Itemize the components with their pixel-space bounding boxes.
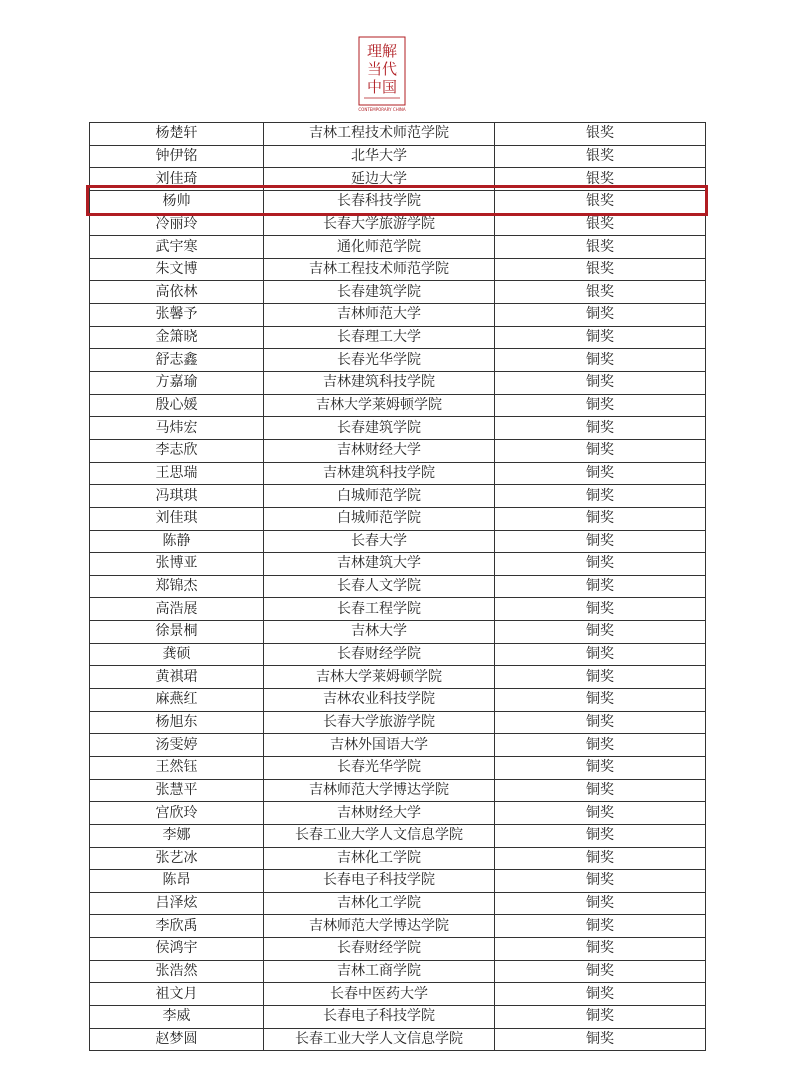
table-row — [90, 439, 706, 462]
table-row — [90, 168, 706, 191]
award-cell: 铜奖 — [495, 915, 706, 938]
award-cell: 铜奖 — [495, 734, 706, 757]
award-cell: 铜奖 — [495, 304, 706, 327]
name-cell: 杨旭东 — [90, 711, 264, 734]
table-row — [90, 756, 706, 779]
awards-table-body — [90, 123, 706, 1051]
name-cell: 张馨予 — [90, 304, 264, 327]
name-cell: 黄祺珺 — [90, 666, 264, 689]
name-cell: 冯琪琪 — [90, 485, 264, 508]
award-cell: 铜奖 — [495, 439, 706, 462]
school-cell: 长春建筑学院 — [264, 417, 495, 440]
name-cell: 张浩然 — [90, 960, 264, 983]
table-row — [90, 326, 706, 349]
award-cell: 铜奖 — [495, 507, 706, 530]
school-cell: 吉林大学 — [264, 621, 495, 644]
table-row — [90, 1028, 706, 1051]
award-cell: 银奖 — [495, 258, 706, 281]
table-row — [90, 847, 706, 870]
table-row — [90, 485, 706, 508]
school-cell: 白城师范学院 — [264, 485, 495, 508]
award-cell: 铜奖 — [495, 598, 706, 621]
award-cell: 银奖 — [495, 213, 706, 236]
table-row — [90, 621, 706, 644]
table-row — [90, 190, 706, 213]
school-cell: 吉林建筑科技学院 — [264, 462, 495, 485]
award-cell: 铜奖 — [495, 960, 706, 983]
award-cell: 铜奖 — [495, 983, 706, 1006]
award-cell: 铜奖 — [495, 892, 706, 915]
name-cell: 方嘉瑜 — [90, 372, 264, 395]
award-cell: 铜奖 — [495, 485, 706, 508]
name-cell: 杨帅 — [90, 190, 264, 213]
table-row — [90, 145, 706, 168]
name-cell: 徐景桐 — [90, 621, 264, 644]
name-cell: 朱文博 — [90, 258, 264, 281]
school-cell: 吉林财经大学 — [264, 802, 495, 825]
table-row — [90, 802, 706, 825]
name-cell: 侯鸿宇 — [90, 938, 264, 961]
table-row — [90, 689, 706, 712]
name-cell: 汤雯婷 — [90, 734, 264, 757]
award-cell: 铜奖 — [495, 326, 706, 349]
name-cell: 麻燕红 — [90, 689, 264, 712]
award-cell: 银奖 — [495, 123, 706, 146]
name-cell: 金箫晓 — [90, 326, 264, 349]
school-cell: 吉林师范大学博达学院 — [264, 779, 495, 802]
name-cell: 钟伊铭 — [90, 145, 264, 168]
table-row — [90, 575, 706, 598]
school-cell: 长春光华学院 — [264, 756, 495, 779]
name-cell: 张慧平 — [90, 779, 264, 802]
table-row — [90, 553, 706, 576]
name-cell: 李威 — [90, 1005, 264, 1028]
school-cell: 长春科技学院 — [264, 190, 495, 213]
table-row — [90, 666, 706, 689]
school-cell: 长春建筑学院 — [264, 281, 495, 304]
table-row — [90, 258, 706, 281]
award-cell: 铜奖 — [495, 1005, 706, 1028]
school-cell: 长春工程学院 — [264, 598, 495, 621]
award-cell: 铜奖 — [495, 575, 706, 598]
name-cell: 赵梦圆 — [90, 1028, 264, 1051]
name-cell: 刘佳琪 — [90, 507, 264, 530]
table-row — [90, 734, 706, 757]
name-cell: 高依林 — [90, 281, 264, 304]
name-cell: 武宇寒 — [90, 236, 264, 259]
school-cell: 吉林农业科技学院 — [264, 689, 495, 712]
school-cell: 长春人文学院 — [264, 575, 495, 598]
awards-table — [89, 122, 706, 1051]
award-cell: 铜奖 — [495, 643, 706, 666]
award-cell: 铜奖 — [495, 462, 706, 485]
award-cell: 铜奖 — [495, 824, 706, 847]
awards-table-container — [89, 122, 705, 1051]
name-cell: 冷丽玲 — [90, 213, 264, 236]
school-cell: 吉林外国语大学 — [264, 734, 495, 757]
school-cell: 长春大学旅游学院 — [264, 711, 495, 734]
svg-text:当代: 当代 — [366, 60, 398, 78]
school-cell: 长春电子科技学院 — [264, 870, 495, 893]
award-cell: 铜奖 — [495, 689, 706, 712]
award-cell: 铜奖 — [495, 847, 706, 870]
table-row — [90, 892, 706, 915]
table-row — [90, 507, 706, 530]
award-cell: 铜奖 — [495, 1028, 706, 1051]
table-row — [90, 213, 706, 236]
school-cell: 长春光华学院 — [264, 349, 495, 372]
school-cell: 吉林财经大学 — [264, 439, 495, 462]
table-row — [90, 462, 706, 485]
table-row — [90, 349, 706, 372]
school-cell: 吉林工程技术师范学院 — [264, 258, 495, 281]
name-cell: 宫欣玲 — [90, 802, 264, 825]
school-cell: 长春中医药大学 — [264, 983, 495, 1006]
table-row — [90, 394, 706, 417]
school-cell: 延边大学 — [264, 168, 495, 191]
name-cell: 龚硕 — [90, 643, 264, 666]
school-cell: 长春财经学院 — [264, 938, 495, 961]
svg-text:中国: 中国 — [366, 78, 398, 96]
table-row — [90, 711, 706, 734]
school-cell: 吉林师范大学博达学院 — [264, 915, 495, 938]
table-row — [90, 938, 706, 961]
table-row — [90, 281, 706, 304]
award-cell: 铜奖 — [495, 417, 706, 440]
name-cell: 张艺冰 — [90, 847, 264, 870]
table-row — [90, 304, 706, 327]
school-cell: 长春大学旅游学院 — [264, 213, 495, 236]
school-cell: 长春工业大学人文信息学院 — [264, 1028, 495, 1051]
school-cell: 长春工业大学人文信息学院 — [264, 824, 495, 847]
name-cell: 李志欣 — [90, 439, 264, 462]
school-cell: 吉林大学莱姆顿学院 — [264, 394, 495, 417]
table-row — [90, 960, 706, 983]
award-cell: 银奖 — [495, 236, 706, 259]
name-cell: 祖文月 — [90, 983, 264, 1006]
name-cell: 李娜 — [90, 824, 264, 847]
table-row — [90, 779, 706, 802]
table-row — [90, 870, 706, 893]
name-cell: 高浩展 — [90, 598, 264, 621]
school-cell: 吉林师范大学 — [264, 304, 495, 327]
school-cell: 长春财经学院 — [264, 643, 495, 666]
school-cell: 吉林大学莱姆顿学院 — [264, 666, 495, 689]
name-cell: 殷心媛 — [90, 394, 264, 417]
school-cell: 长春大学 — [264, 530, 495, 553]
award-cell: 铜奖 — [495, 870, 706, 893]
award-cell: 银奖 — [495, 281, 706, 304]
award-cell: 铜奖 — [495, 779, 706, 802]
award-cell: 银奖 — [495, 190, 706, 213]
table-row — [90, 983, 706, 1006]
name-cell: 吕泽炫 — [90, 892, 264, 915]
award-cell: 铜奖 — [495, 802, 706, 825]
award-cell: 铜奖 — [495, 372, 706, 395]
award-cell: 铜奖 — [495, 756, 706, 779]
table-row — [90, 824, 706, 847]
name-cell: 杨楚轩 — [90, 123, 264, 146]
school-cell: 吉林化工学院 — [264, 847, 495, 870]
school-cell: 吉林工程技术师范学院 — [264, 123, 495, 146]
table-row — [90, 915, 706, 938]
svg-text:理解: 理解 — [366, 42, 398, 60]
school-cell: 北华大学 — [264, 145, 495, 168]
award-cell: 银奖 — [495, 168, 706, 191]
award-cell: 银奖 — [495, 145, 706, 168]
name-cell: 王思瑞 — [90, 462, 264, 485]
table-row — [90, 417, 706, 440]
table-row — [90, 1005, 706, 1028]
school-cell: 白城师范学院 — [264, 507, 495, 530]
contemporary-china-logo — [358, 36, 406, 114]
school-cell: 吉林建筑大学 — [264, 553, 495, 576]
table-row — [90, 372, 706, 395]
table-row — [90, 236, 706, 259]
name-cell: 刘佳琦 — [90, 168, 264, 191]
school-cell: 吉林建筑科技学院 — [264, 372, 495, 395]
table-row — [90, 123, 706, 146]
name-cell: 李欣禹 — [90, 915, 264, 938]
school-cell: 吉林工商学院 — [264, 960, 495, 983]
award-cell: 铜奖 — [495, 349, 706, 372]
name-cell: 张博亚 — [90, 553, 264, 576]
name-cell: 马炜宏 — [90, 417, 264, 440]
table-row — [90, 643, 706, 666]
name-cell: 陈昂 — [90, 870, 264, 893]
school-cell: 长春理工大学 — [264, 326, 495, 349]
school-cell: 长春电子科技学院 — [264, 1005, 495, 1028]
award-cell: 铜奖 — [495, 394, 706, 417]
award-cell: 铜奖 — [495, 711, 706, 734]
school-cell: 通化师范学院 — [264, 236, 495, 259]
award-cell: 铜奖 — [495, 666, 706, 689]
award-cell: 铜奖 — [495, 553, 706, 576]
name-cell: 郑锦杰 — [90, 575, 264, 598]
school-cell: 吉林化工学院 — [264, 892, 495, 915]
svg-text:CONTEMPORARY CHINA: CONTEMPORARY CHINA — [358, 107, 406, 112]
table-row — [90, 530, 706, 553]
name-cell: 王然钰 — [90, 756, 264, 779]
award-cell: 铜奖 — [495, 621, 706, 644]
name-cell: 舒志鑫 — [90, 349, 264, 372]
award-cell: 铜奖 — [495, 530, 706, 553]
table-row — [90, 598, 706, 621]
name-cell: 陈静 — [90, 530, 264, 553]
award-cell: 铜奖 — [495, 938, 706, 961]
